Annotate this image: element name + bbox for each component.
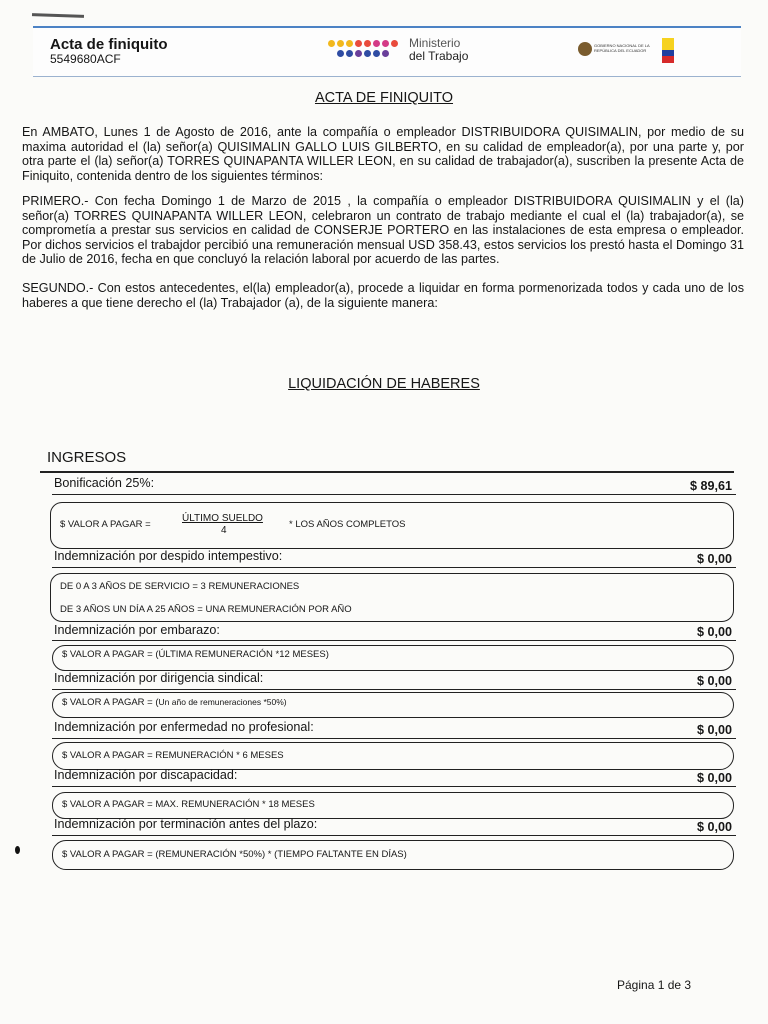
formula-text: $ VALOR A PAGAR = MAX. REMUNERACIÓN * 18 MESES — [62, 799, 315, 810]
enfermedad-label: Indemnización por enfermedad no profesional: — [54, 720, 314, 734]
formula-enfermedad — [52, 742, 734, 770]
ministry-name — [409, 37, 468, 63]
embarazo-amount: $ 0,00 — [696, 625, 732, 639]
paragraph-segundo: SEGUNDO.- Con estos antecedentes, el(la) empleador(a), procede a liquidar en forma pormenorizada todos y cada uno de los haberes a que tiene derecho el (la) Trabajador (a), de la siguiente manera: — [22, 281, 744, 310]
ingresos-divider — [40, 471, 734, 473]
discapacidad-label: Indemnización por discapacidad: — [54, 768, 238, 782]
formula-text-b: Un año de remuneraciones *50%) — [158, 697, 287, 707]
formula-embarazo — [52, 645, 734, 671]
sindical-label: Indemnización por dirigencia sindical: — [54, 671, 264, 685]
formula-text: $ VALOR A PAGAR = (ÚLTIMA REMUNERACIÓN *12 MESES) — [62, 649, 329, 660]
terminacion-label: Indemnización por terminación antes del plazo: — [54, 817, 318, 831]
formula-discapacidad — [52, 792, 734, 819]
formula-despido — [50, 573, 734, 622]
ministry-line2: del Trabajo — [409, 49, 469, 63]
ink-mark — [15, 846, 20, 854]
paragraph-intro: En AMBATO, Lunes 1 de Agosto de 2016, ante la compañía o empleador DISTRIBUIDORA QUISIMALIN, por medio de su maxima autoridad el (la) señor(a) QUISIMALIN GALLO LUIS GILBERTO, en su calidad de empleador(a), por una parte y, por otra parte el (la) señor(a) TORRES QUINAPANTA WILLER LEON, en su calidad de trabajador(a), suscriben la presente Acta de Finiquito, contenida dentro de los siguientes términos: — [22, 125, 744, 183]
government-logo — [578, 38, 678, 64]
formula-text: $ VALOR A PAGAR = (REMUNERACIÓN *50%) * (TIEMPO FALTANTE EN DÍAS) — [62, 849, 407, 860]
header-doc-code: 5549680ACF — [50, 52, 121, 66]
page-number: Página 1 de 3 — [617, 978, 692, 992]
row-divider — [52, 786, 736, 787]
row-divider — [52, 689, 736, 690]
formula-suffix: * LOS AÑOS COMPLETOS — [289, 519, 406, 530]
formula-text — [62, 697, 287, 708]
despido-label: Indemnización por despido intempestivo: — [54, 549, 283, 563]
formula-text: $ VALOR A PAGAR = REMUNERACIÓN * 6 MESES — [62, 750, 284, 761]
bonificacion-label: Bonificación 25%: — [54, 476, 155, 490]
formula-numerator: ÚLTIMO SUELDO — [182, 513, 263, 524]
formula-denominator: 4 — [221, 525, 227, 536]
paragraph-primero: PRIMERO.- Con fecha Domingo 1 de Marzo de 2015 , la compañía o empleador DISTRIBUIDORA QUISIMALIN y el (la) señor(a) TORRES QUINAPANTA WILLER LEON, celebraron un contrato de trabajo mediante el cual el (la) trabajador(a), se comprometía a prestar sus servicios en calidad de CONSERJE PORTERO en las instalaciones de esta empresa o empleador. Por dichos servicios el trabajdor percibió una remuneración mensual USD 358.43, estos servicios los prestó hasta el Domingo 31 de Julio de 2016, fecha en que concluyó la relación laboral por acuerdo de las partes. — [22, 194, 744, 267]
formula-bonificacion — [50, 502, 734, 549]
row-divider — [52, 835, 736, 836]
coat-of-arms-icon — [578, 42, 592, 56]
bonificacion-amount: $ 89,61 — [689, 479, 732, 493]
document-title: ACTA DE FINIQUITO — [314, 90, 454, 106]
formula-line2: DE 3 AÑOS UN DÍA A 25 AÑOS = UNA REMUNERACIÓN POR AÑO — [60, 604, 352, 615]
row-divider — [52, 738, 736, 739]
enfermedad-amount: $ 0,00 — [696, 723, 732, 737]
row-divider — [52, 494, 736, 495]
row-divider — [52, 567, 736, 568]
discapacidad-amount: $ 0,00 — [696, 771, 732, 785]
section-title: LIQUIDACIÓN DE HABERES — [288, 376, 480, 392]
ministry-dots-logo-icon — [328, 38, 402, 62]
despido-amount: $ 0,00 — [696, 552, 732, 566]
row-divider — [52, 640, 736, 641]
sindical-amount: $ 0,00 — [696, 674, 732, 688]
formula-line1: DE 0 A 3 AÑOS DE SERVICIO = 3 REMUNERACIONES — [60, 581, 300, 592]
ministry-line1: Ministerio — [409, 36, 461, 50]
formula-terminacion — [52, 840, 734, 870]
ecuador-flag-icon — [662, 38, 674, 63]
gov-logo-text: GOBIERNO NACIONAL DE LA REPÚBLICA DEL ECUADOR — [594, 43, 650, 53]
embarazo-label: Indemnización por embarazo: — [54, 623, 220, 637]
header-doc-title: Acta de finiquito — [50, 36, 168, 53]
pen-scratch-mark — [32, 13, 84, 18]
formula-sindical — [52, 692, 734, 718]
formula-text-a: $ VALOR A PAGAR = ( — [62, 697, 159, 708]
formula-prefix: $ VALOR A PAGAR = — [60, 519, 151, 530]
ingresos-heading: INGRESOS — [47, 449, 127, 466]
terminacion-amount: $ 0,00 — [696, 820, 732, 834]
